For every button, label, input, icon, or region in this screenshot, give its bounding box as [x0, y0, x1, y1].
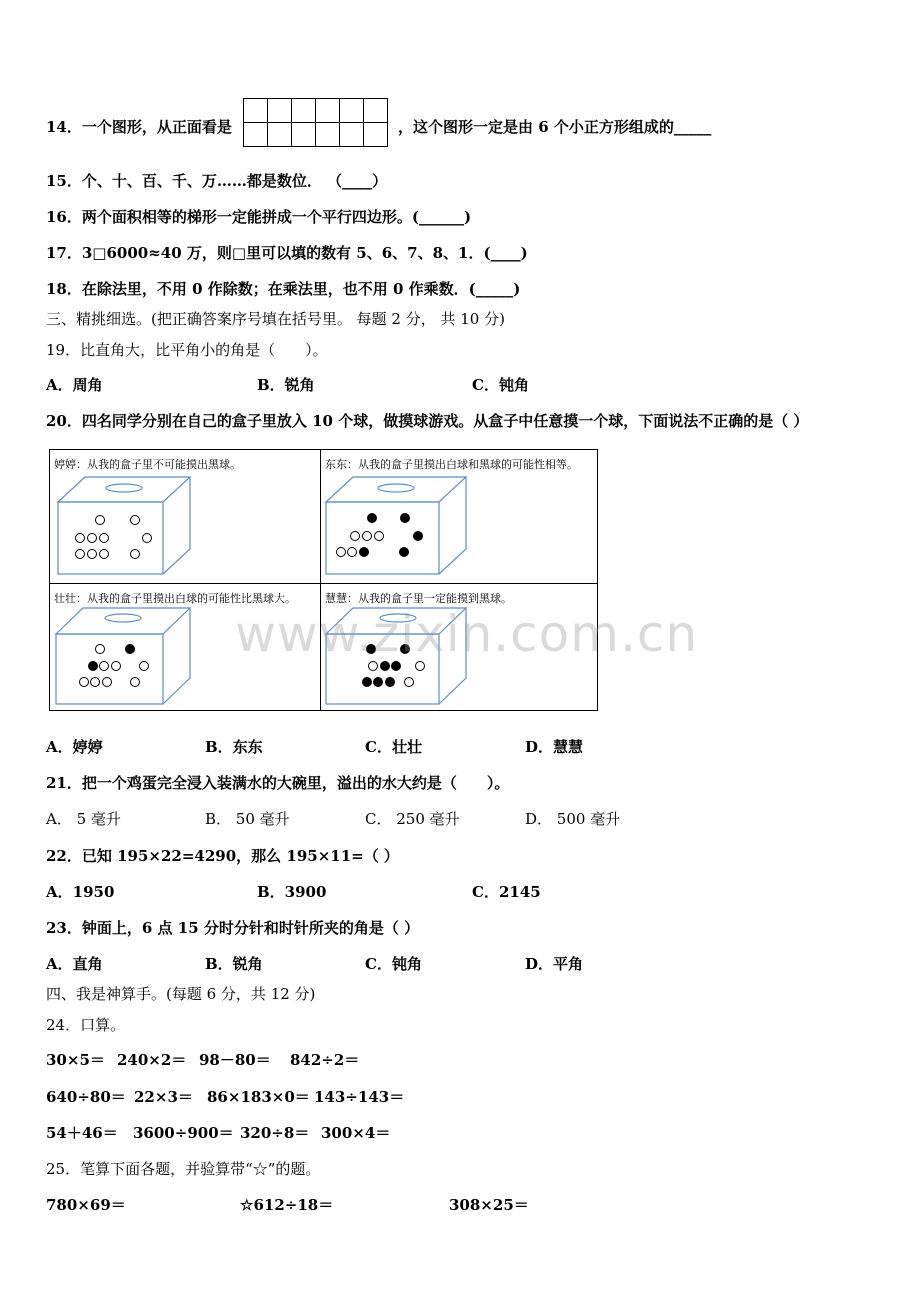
q20-option-d: D．慧慧: [525, 738, 584, 756]
panel-dongdong-caption: 东东：从我的盒子里摸出白球和黑球的可能性相等。: [325, 458, 578, 471]
q21-option-c: C． 250 毫升: [365, 810, 460, 828]
q24-row-2: [46, 1086, 404, 1107]
q23-option-b: B．锐角: [205, 955, 263, 973]
panel-tingting: [50, 450, 320, 580]
calc-item: 3600÷900＝: [133, 1124, 234, 1142]
section-3-heading: 三、精挑细选。(把正确答案序号填在括号里。 每题 2 分， 共 10 分): [46, 310, 505, 328]
q25-item-3: 308×25＝: [449, 1196, 529, 1214]
q24-row-3: [46, 1122, 390, 1143]
q23-stem: 23．钟面上，6 点 15 分时分针和时针所夹的角是（ ）: [46, 919, 420, 937]
box-dongdong: [321, 450, 591, 583]
q17: 17．3□6000≈40 万，则□里可以填的数有 5、6、7、8、1．(____): [46, 244, 528, 262]
q15: 15．个、十、百、千、万……都是数位． （____）: [46, 172, 388, 190]
panel-zhuangzhuang-caption: 壮壮：从我的盒子里摸出白球的可能性比黑球大。: [54, 592, 296, 605]
q19-option-b: B．锐角: [257, 376, 315, 394]
panel-huihui-caption: 慧慧：从我的盒子里一定能摸到黑球。: [325, 592, 512, 605]
calc-item: 240×2＝: [117, 1051, 187, 1069]
q19-stem: 19．比直角大，比平角小的角是（ ）。: [46, 341, 328, 359]
calc-item: 98－80＝: [199, 1051, 271, 1069]
panel-tingting-caption: 婷婷：从我的盒子里不可能摸出黑球。: [54, 458, 241, 471]
q24-stem: 24．口算。: [46, 1016, 126, 1034]
section-4-heading: 四、我是神算手。(每题 6 分，共 12 分): [46, 985, 316, 1003]
calc-item: 320÷8＝: [240, 1124, 310, 1142]
box-tingting: [50, 450, 320, 583]
q25-item-2: ☆612÷18＝: [240, 1196, 334, 1214]
panel-dongdong: [321, 450, 591, 580]
q14-prefix: 14．一个图形，从正面看是: [46, 118, 232, 136]
q14-line: [46, 116, 232, 137]
calc-item: 640÷80＝: [46, 1088, 126, 1106]
q22-option-b: B．3900: [257, 883, 327, 901]
q20-option-c: C．壮壮: [365, 738, 422, 756]
q23-option-a: A．直角: [46, 955, 103, 973]
q20-option-b: B．东东: [205, 738, 263, 756]
q25-stem: 25．笔算下面各题，并验算带“☆”的题。: [46, 1160, 321, 1178]
q14-suffix: ，这个图形一定是由 6 个小正方形组成的_____: [398, 118, 712, 136]
q23-option-c: C．钝角: [365, 955, 422, 973]
calc-item: 842÷2＝: [290, 1051, 360, 1069]
calc-item: 22×3＝: [134, 1088, 193, 1106]
calc-item: 143÷143＝: [314, 1088, 405, 1106]
q21-option-d: D． 500 毫升: [525, 810, 621, 828]
calc-item: 300×4＝: [321, 1124, 391, 1142]
q19-option-a: A．周角: [46, 376, 103, 394]
watermark: www.zixin.com.cn: [235, 605, 699, 663]
q22-option-a: A．1950: [46, 883, 115, 901]
calc-item: 54＋46＝: [46, 1124, 118, 1142]
q24-row-1: [46, 1049, 359, 1070]
q21-option-a: A． 5 毫升: [46, 810, 121, 828]
q25-item-1: 780×69＝: [46, 1196, 126, 1214]
q20-option-a: A．婷婷: [46, 738, 103, 756]
calc-item: 30×5＝: [46, 1051, 105, 1069]
q21-stem: 21．把一个鸡蛋完全浸入装满水的大碗里，溢出的水大约是（ ）。: [46, 774, 510, 792]
q22-stem: 22．已知 195×22=4290，那么 195×11=（ ）: [46, 847, 399, 865]
q14-front-view-grid: [243, 98, 388, 147]
q19-option-c: C．钝角: [472, 376, 529, 394]
q23-option-d: D．平角: [525, 955, 584, 973]
calc-item: 86×183×0＝: [207, 1088, 310, 1106]
q21-option-b: B． 50 毫升: [205, 810, 290, 828]
q16: 16．两个面积相等的梯形一定能拼成一个平行四边形。(______): [46, 208, 472, 226]
q20-stem: 20．四名同学分别在自己的盒子里放入 10 个球，做摸球游戏。从盒子中任意摸一个球，下面说法不正确的是（ ）: [46, 412, 809, 430]
q22-option-c: C．2145: [472, 883, 541, 901]
q20-ball-boxes-figure: [49, 449, 598, 711]
q18: 18．在除法里，不用 0 作除数；在乘法里，也不用 0 作乘数．(_____): [46, 280, 521, 298]
